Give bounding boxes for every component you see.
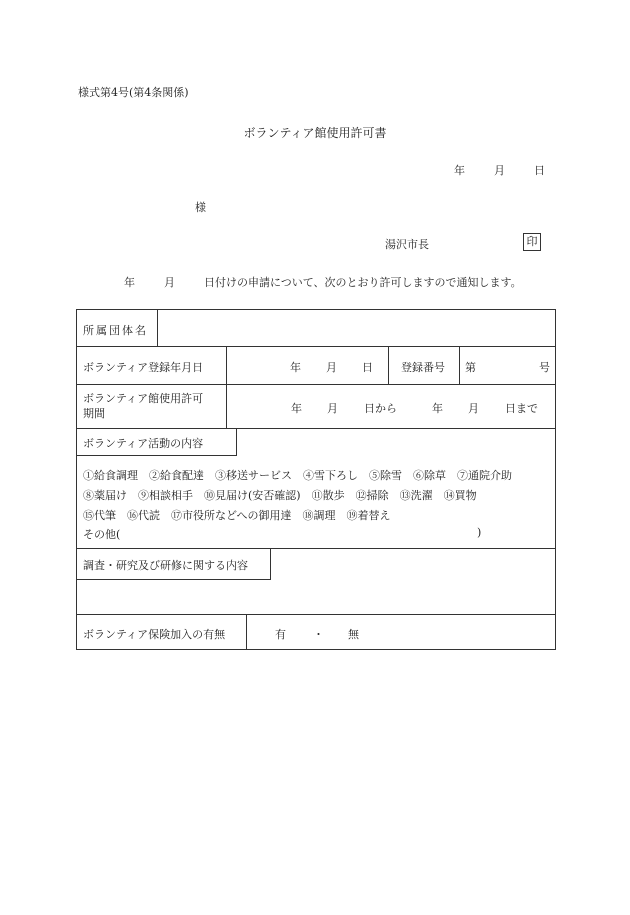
period-day-to: 日まで — [505, 402, 538, 415]
permit-period-label-line2: 期間 — [83, 407, 105, 420]
reg-date-label: ボランティア登録年月日 — [83, 361, 204, 374]
issue-date-year: 年 — [454, 164, 465, 177]
period-month-to: 月 — [468, 402, 479, 415]
reg-date-day: 日 — [362, 361, 373, 374]
activity-line-1: ①給食調理 ②給食配達 ③移送サービス ④雪下ろし ⑤除雪 ⑥除草 ⑦通院介助 — [83, 469, 512, 482]
research-label: 調査・研究及び研修に関する内容 — [83, 559, 248, 572]
reg-date-month: 月 — [326, 361, 337, 374]
other-label: その他( — [83, 528, 121, 541]
addressee-suffix: 様 — [195, 201, 206, 214]
reg-number-suffix: 号 — [539, 361, 550, 374]
reg-number-label: 登録番号 — [401, 361, 445, 374]
other-close-paren: ) — [477, 526, 482, 539]
activity-line-2: ⑧薬届け ⑨相談相手 ⑩見届け(安否確認) ⑪散歩 ⑫掃除 ⑬洗濯 ⑭買物 — [83, 489, 477, 502]
period-day-from: 日から — [364, 402, 397, 415]
issue-date — [454, 162, 545, 178]
issuer-name: 湯沢市長 — [385, 238, 429, 251]
reg-number-prefix: 第 — [465, 361, 476, 374]
period-month-from: 月 — [327, 402, 338, 415]
org-name-label: 所属団体名 — [83, 324, 148, 337]
permit-period-label-line1: ボランティア館使用許可 — [83, 392, 204, 405]
insurance-yes[interactable]: 有 — [275, 628, 286, 641]
period-year-from: 年 — [291, 402, 302, 415]
reg-date-year: 年 — [290, 361, 301, 374]
activity-line-3: ⑮代筆 ⑯代読 ⑰市役所などへの御用達 ⑱調理 ⑲着替え — [83, 509, 391, 522]
intro-sentence: 日付けの申請について、次のとおり許可しますので通知します。 — [204, 276, 522, 289]
intro-year: 年 — [124, 276, 135, 289]
org-name-field[interactable] — [159, 311, 555, 345]
form-code: 様式第4号(第4条関係) — [78, 86, 189, 99]
insurance-no[interactable]: 無 — [348, 628, 359, 641]
insurance-separator: ・ — [313, 628, 324, 641]
insurance-label: ボランティア保険加入の有無 — [83, 628, 226, 641]
period-year-to: 年 — [432, 402, 443, 415]
intro-text — [124, 274, 522, 290]
intro-month: 月 — [164, 276, 175, 289]
seal-box: 印 — [523, 233, 541, 251]
issue-date-day: 日 — [534, 164, 545, 177]
document-title: ボランティア館使用許可書 — [243, 126, 387, 140]
activity-label: ボランティア活動の内容 — [83, 437, 204, 450]
permit-table — [76, 309, 556, 650]
issue-date-month: 月 — [494, 164, 505, 177]
research-field[interactable] — [79, 582, 553, 612]
